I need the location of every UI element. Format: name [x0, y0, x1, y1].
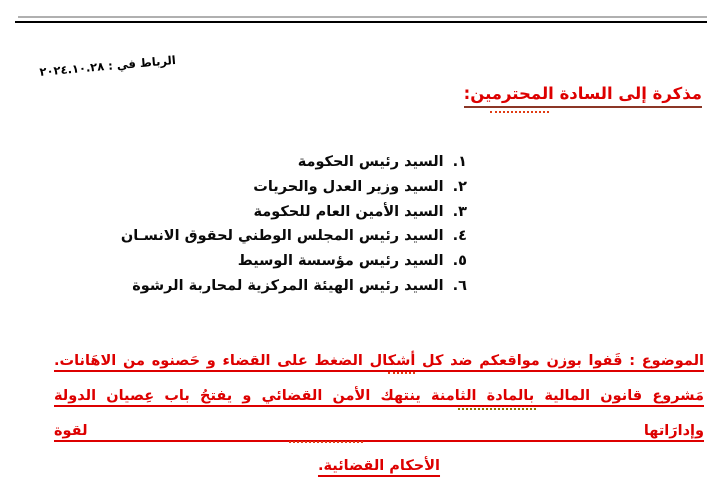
grammarcheck-squiggle [458, 408, 536, 410]
date-line: الرباط في : ٢٠٢٤.١٠.٢٨ [38, 52, 177, 79]
recipients-list [121, 150, 467, 299]
list-number: ٣. [452, 203, 467, 220]
list-number: ٦. [452, 277, 467, 294]
subject-block [54, 344, 704, 484]
list-item-text: السيد الأمين العام للحكومة [253, 203, 444, 220]
memo-heading: مذكرة إلى السادة المحترمين: [464, 84, 702, 108]
list-item [121, 274, 467, 299]
subject-line-3-text: الأحكام القضائية. [317, 458, 441, 474]
list-number: ٢. [452, 178, 467, 195]
list-item-text: السيد رئيس الهيئة المركزية لمحاربة الرشوة [132, 277, 444, 294]
spellcheck-squiggle [490, 111, 549, 113]
list-item [121, 224, 467, 249]
list-item-text: السيد رئيس المجلس الوطني لحقوق الانسـان [120, 228, 444, 245]
subject-line-3 [54, 449, 704, 484]
list-item-text: السيد وزير العدل والحريات [253, 178, 444, 195]
list-item [121, 175, 467, 200]
list-item [121, 200, 467, 225]
spellcheck-squiggle [289, 441, 363, 443]
list-item-text: السيد رئيس مؤسسة الوسيط [237, 253, 444, 270]
list-number: ٥. [452, 253, 467, 270]
list-number: ٤. [452, 228, 467, 245]
top-rule-gray [18, 16, 707, 18]
top-rule-black [15, 21, 707, 23]
subject-line-1-text: الموضوع : قَفوا بوزن مواقعكم ضد كل أشكال الضغط على القضاء و حَصنوه من الاهَانات. [54, 353, 704, 369]
subject-line-1 [54, 344, 704, 379]
list-item-text: السيد رئيس الحكومة [297, 154, 444, 170]
list-item [121, 249, 467, 274]
list-number: ١. [452, 154, 467, 170]
spellcheck-squiggle [388, 372, 415, 374]
subject-line-2-text: مَشروع قانون المالية بالمادة الثامنة ينتهك الأمن القضائي و يفتحُ باب عِصيان الدولة وإدارَاتها لقوة [54, 388, 704, 439]
list-item [121, 150, 467, 175]
subject-line-2 [54, 379, 704, 449]
